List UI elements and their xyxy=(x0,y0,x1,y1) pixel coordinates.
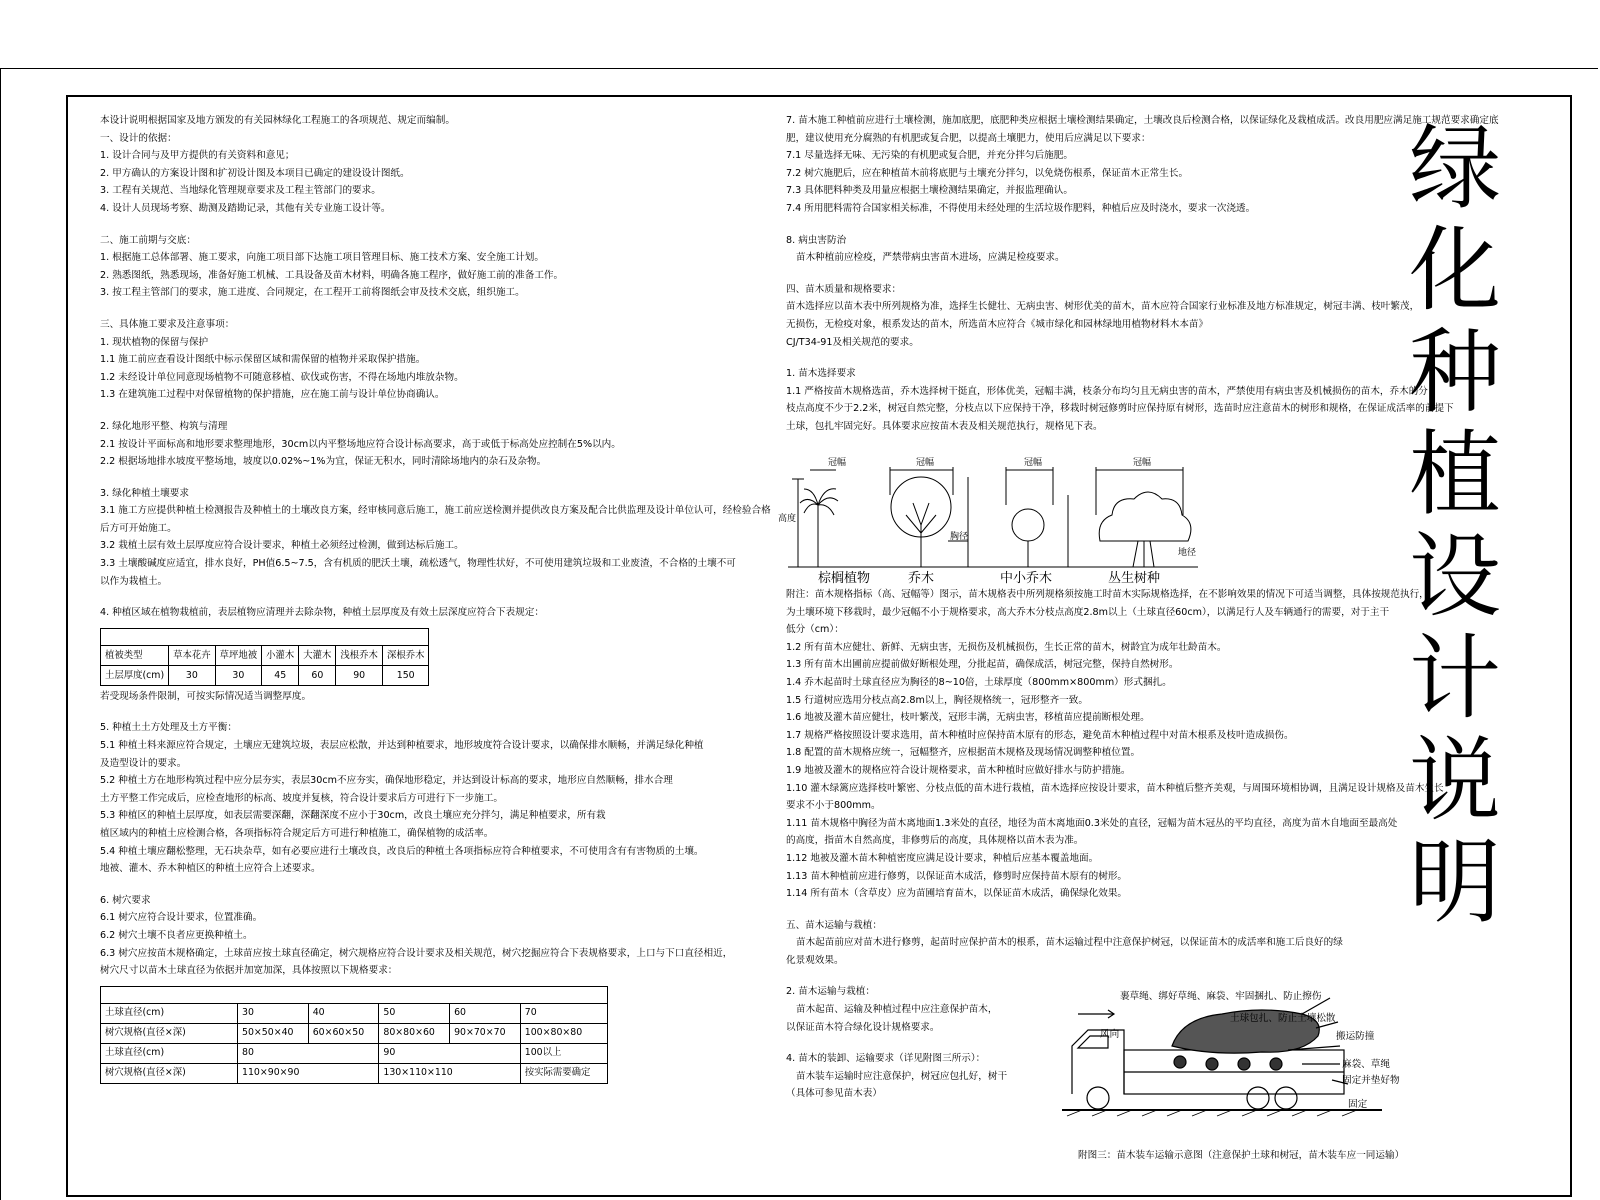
table-cell: 30 xyxy=(215,665,262,685)
list-item: 的高度，指苗木自然高度，非修剪后的高度，具体规格以苗木表为准。 xyxy=(786,835,1084,847)
table-cell: 土球直径(cm) xyxy=(101,1043,238,1063)
list-item: 1.5 行道树应选用分枝点高2.8m以上，胸径规格统一，冠形整齐一致。 xyxy=(786,694,1088,706)
section-title: 四、苗木质量和规格要求： xyxy=(786,283,902,295)
crown-label: 冠幅 xyxy=(1024,458,1043,468)
subsection-title: 8. 病虫害防治 xyxy=(786,234,847,246)
section-title: 三、具体施工要求及注意事项： xyxy=(100,318,235,330)
table-cell: 100以上 xyxy=(520,1043,607,1063)
table-row xyxy=(101,986,608,1003)
palm-tree-icon xyxy=(792,470,838,567)
list-item: 7.3 具体肥料种类及用量应根据土壤检测结果确定，并报监理确认。 xyxy=(786,185,1073,197)
list-item: 为土壤环境下移栽时，最少冠幅不小于规格要求，高大乔木分枝点高度2.8m以上（土球直径60cm），以满足行人及车辆通行的需要，对于主干 xyxy=(786,606,1390,618)
table-row xyxy=(101,645,429,665)
list-item: 7. 苗木施工种植前应进行土壤检测，施加底肥，底肥种类应根据土壤检测结果确定，土壤改良后检测合格，以保证绿化及栽植成活。改良用肥应满足施工规范要求确定底 xyxy=(786,115,1499,126)
subsection-title: 6. 树穴要求 xyxy=(100,894,151,906)
subsection-title: 2. 苗木运输与栽植： xyxy=(786,986,875,998)
list-item: 低分（cm）： xyxy=(786,624,844,636)
list-item: 土方平整工作完成后，应检查地形的标高、坡度并复核，符合设计要求后方可进行下一步施工。 xyxy=(100,792,503,804)
list-item: 苗木起苗前应对苗木进行修剪，起苗时应保护苗木的根系，苗木运输过程中注意保护树冠，以保证苗木的成活率和施工后良好的绿 xyxy=(796,937,1343,949)
section-title: 二、施工前期与交底： xyxy=(100,234,196,246)
tree-label-arbor: 乔木 xyxy=(908,571,935,586)
table-cell: 130×110×110 xyxy=(379,1063,520,1083)
list-item: 2. 熟悉图纸，熟悉现场，准备好施工机械、工具设备及苗木材料，明确各施工程序，做好施工前的准备工作。 xyxy=(100,269,564,281)
table-cell: 40 xyxy=(308,1003,379,1023)
table-cell: 土层厚度(cm) xyxy=(101,665,169,685)
list-item: 7.1 尽量选择无味、无污染的有机肥或复合肥，并充分拌匀后施肥。 xyxy=(786,150,1073,162)
table-header: 大灌木 xyxy=(299,645,336,665)
broadleaf-tree-icon xyxy=(890,467,968,567)
list-item: CJ/T34-91及相关规范的要求。 xyxy=(786,336,919,348)
list-item: 以作为栽植土。 xyxy=(100,575,168,587)
subsection-title: 2. 绿化地形平整、构筑与清理 xyxy=(100,420,228,432)
list-item: 1.6 地被及灌木苗应健壮，枝叶繁茂，冠形丰满，无病虫害，移植苗应提前断根处理。 xyxy=(786,712,1150,724)
list-item: 苗木起苗、运输及种植过程中应注意保护苗木， xyxy=(796,1004,998,1016)
tree-spec-figure xyxy=(778,455,1208,585)
page-title xyxy=(1400,115,1510,936)
list-item: 3.1 施工方应提供种植土检测报告及种植土的土壤改良方案，经审核同意后施工，施工前应送检测并提供改良方案及配合比供监理及设计单位认可，经检验合格 xyxy=(100,505,771,517)
list-item: （具体可参见苗木表） xyxy=(786,1088,882,1100)
tree-label-palm: 棕榈植物 xyxy=(818,571,871,586)
list-item: 化景观效果。 xyxy=(786,954,844,966)
list-item: 附注：苗木规格指标（高、冠幅等）图示，苗木规格表中所列规格须按施工时苗木实际规格选择，在不影响效果的情况下可适当调整，具体按规范执行， xyxy=(786,589,1429,600)
list-item: 地被、灌木、乔木种植区的种植土应符合上述要求。 xyxy=(100,863,321,875)
list-item: 土球，包扎牢固完好。具体要求应按苗木表及相关规范执行，规格见下表。 xyxy=(786,420,1103,432)
table-cell: 110×90×90 xyxy=(238,1063,379,1083)
list-item: 枝点高度不少于2.2米，树冠自然完整，分枝点以下应保持干净，移栽时树冠修剪时应保持原有树形，选苗时应注意苗木的树形和规格，在保证成活率的前提下 xyxy=(786,403,1454,415)
truck-wheel xyxy=(1275,1087,1297,1109)
tree-label-small-arbor: 中小乔木 xyxy=(1000,571,1053,586)
list-item: 1.2 未经设计单位同意现场植物不可随意移植、砍伐或伤害，不得在场地内堆放杂物。 xyxy=(100,371,464,383)
crown-label: 冠幅 xyxy=(1133,458,1152,468)
truck-label: 固定并垫好物 xyxy=(1342,1075,1400,1086)
list-item: 2.1 按设计平面标高和地形要求整理地形，30cm以内平整场地应符合设计标高要求，高于或低于标高处应控制在5%以内。 xyxy=(100,438,621,450)
list-item: 5.3 种植区的种植土层厚度，如表层需要深翻，深翻深度不应小于30cm，改良土壤应充分拌匀，满足种植要求，所有栽 xyxy=(100,810,606,822)
truck-wheel xyxy=(1087,1087,1109,1109)
list-item: 5.4 种植土壤应翻松整理，无石块杂草，如有必要应进行土壤改良，改良后的种植土各项指标应符合种植要求，不可使用含有有害物质的土壤。 xyxy=(100,845,704,857)
list-item: 6.1 树穴应符合设计要求，位置准确。 xyxy=(100,912,263,924)
table-cell: 100×80×80 xyxy=(520,1023,607,1043)
table-cell: 60 xyxy=(450,1003,521,1023)
list-item: 1.9 地被及灌木的规格应符合设计规格要求，苗木种植时应做好排水与防护措施。 xyxy=(786,764,1131,776)
table-cell: 50 xyxy=(379,1003,450,1023)
table-cell: 50×50×40 xyxy=(238,1023,309,1043)
table-note: 若受现场条件限制，可按实际情况适当调整厚度。 xyxy=(100,690,312,702)
list-item: 3.2 栽植土层有效土层厚度应符合设计要求，种植土必须经过检测，做到达标后施工。 xyxy=(100,540,464,552)
subsection-title: 5. 种植土土方处理及土方平衡： xyxy=(100,722,237,734)
list-item: 要求不小于800mm。 xyxy=(786,800,881,812)
list-item: 后方可开始施工。 xyxy=(100,522,177,534)
table-row xyxy=(101,628,429,645)
title-char: 植 xyxy=(1408,421,1501,528)
clustered-tree-icon xyxy=(1096,467,1191,567)
list-item: 1.3 所有苗木出圃前应提前做好断根处理，分批起苗，确保成活，树冠完整，保持自然树形。 xyxy=(786,659,1179,671)
list-item: 苗木装车运输时应注意保护，树冠应包扎好，树干 xyxy=(796,1070,1008,1082)
table-cell: 70 xyxy=(520,1003,607,1023)
height-label: 高度 xyxy=(778,514,797,524)
list-item: 无损伤，无检疫对象，根系发达的苗木，所选苗木应符合《城市绿化和园林绿地用植物材料木本苗》 xyxy=(786,318,1209,330)
truck-label-top: 裹草绳、绑好草绳、麻袋、牢固捆扎、防止擦伤 xyxy=(1120,991,1322,1002)
truck-wheel xyxy=(1247,1087,1269,1109)
table-cell: 树穴规格(直径×深) xyxy=(101,1063,238,1083)
table-cell: 45 xyxy=(262,665,299,685)
table-cell: 按实际需要确定 xyxy=(520,1063,607,1083)
list-item: 2.2 根据场地排水坡度平整场地，坡度以0.02%~1%为宜，保证无积水，同时清除场地内的杂石及杂物。 xyxy=(100,456,547,468)
title-char: 化 xyxy=(1408,217,1501,324)
table-cell: 90×70×70 xyxy=(450,1023,521,1043)
table-header: 浅根乔木 xyxy=(336,645,383,665)
list-item: 1.1 严格按苗木规格选苗，乔木选择树干挺直，形体优美，冠幅丰满，枝条分布均匀且无病虫害的苗木，严禁使用有病虫害及机械损伤的苗木，乔木的分 xyxy=(786,385,1428,397)
crown-label: 冠幅 xyxy=(916,458,935,468)
list-item: 及造型设计的要求。 xyxy=(100,757,187,769)
list-item: 3.3 土壤酸碱度应适宜，排水良好，PH值6.5~7.5，含有机质的肥沃土壤，疏松透气，物理性状好，不可使用建筑垃圾和工业废渣，不合格的土壤不可 xyxy=(100,558,736,570)
table-header: 草本花卉 xyxy=(169,645,216,665)
list-item: 1.4 乔木起苗时土球直径应为胸径的8~10倍，土球厚度（800mm×800mm）形式捆扎。 xyxy=(786,676,1172,688)
table-cell: 树穴规格(直径×深) xyxy=(101,1023,238,1043)
list-item: 3. 工程有关规范、当地绿化管理规章要求及工程主管部门的要求。 xyxy=(100,185,381,197)
list-item: 3. 按工程主管部门的要求，施工进度、合同规定，在工程开工前将图纸会审及技术交底，组织施工。 xyxy=(100,287,525,299)
title-char: 明 xyxy=(1408,829,1501,936)
section-title: 一、设计的依据： xyxy=(100,132,177,144)
list-item: 1.8 配置的苗木规格应统一，冠幅整齐，应根据苗木规格及现场情况调整种植位置。 xyxy=(786,747,1141,759)
table-cell: 90 xyxy=(336,665,383,685)
table-row xyxy=(101,1023,608,1043)
table-header: 植被类型 xyxy=(101,645,169,665)
list-item: 1.11 苗木规格中胸径为苗木离地面1.3米处的直径，地径为苗木离地面0.3米处的直径，冠幅为苗木冠丛的平均直径，高度为苗木自地面至最高处 xyxy=(786,817,1398,829)
tree-pit-table xyxy=(100,986,608,1084)
subsection-title: 1. 苗木选择要求 xyxy=(786,368,856,380)
list-item: 1.12 地被及灌木苗木种植密度应满足设计要求，种植后应基本覆盖地面。 xyxy=(786,852,1099,864)
table-cell: 60×60×50 xyxy=(308,1023,379,1043)
truck-label: 土球包扎、防止土壤松散 xyxy=(1230,1013,1336,1024)
small-tree-icon xyxy=(1006,467,1068,567)
list-item: 1. 根据施工总体部署、施工要求，向施工项目部下达施工项目管理目标、施工技术方案、安全施工计划。 xyxy=(100,252,544,264)
title-char: 种 xyxy=(1408,319,1501,426)
section-title: 五、苗木运输与栽植： xyxy=(786,919,882,931)
list-item: 6.3 树穴应按苗木规格确定，土球苗应按土球直径确定，树穴规格应符合设计要求及相关规范，树穴挖掘应符合下表规格要求，上口与下口直径相近， xyxy=(100,947,733,959)
table-header: 深根乔木 xyxy=(382,645,429,665)
middle-column xyxy=(786,112,1499,436)
subsection-title: 3. 绿化种植土壤要求 xyxy=(100,487,189,499)
table-cell: 土球直径(cm) xyxy=(101,1003,238,1023)
subsection-title: 4. 苗木的装卸、运输要求（详见附图三所示）： xyxy=(786,1053,986,1065)
list-item: 植区域内的种植土应检测合格，各项指标符合规定后方可进行种植施工，确保植物的成活率。 xyxy=(100,828,494,839)
dbh-label: 胸径 xyxy=(950,532,969,542)
list-item: 1.13 苗木种植前应进行修剪，以保证苗木成活，修剪时应保持苗木原有的树形。 xyxy=(786,870,1128,882)
title-char: 计 xyxy=(1408,625,1501,732)
table-cell: 30 xyxy=(169,665,216,685)
list-item: 1.3 在建筑施工过程中对保留植物的保护措施，应在施工前与设计单位协商确认。 xyxy=(100,389,445,401)
table-cell: 150 xyxy=(382,665,429,685)
subsection-title: 4. 种植区域在植物栽植前，表层植物应清理并去除杂物，种植土层厚度及有效土层深度应符合下表规定： xyxy=(100,607,544,619)
table-header: 小灌木 xyxy=(262,645,299,665)
list-item: 6.2 树穴土壤不良者应更换种植土。 xyxy=(100,929,253,941)
table-cell: 30 xyxy=(238,1003,309,1023)
intro-text: 本设计说明根据国家及地方颁发的有关园林绿化工程施工的各项规范、规定而编制。 xyxy=(100,115,455,126)
tree-label-cluster: 丛生树种 xyxy=(1108,571,1161,586)
truck-label: 固定 xyxy=(1348,1099,1368,1110)
title-char: 绿 xyxy=(1408,115,1501,222)
list-item: 7.4 所用肥料需符合国家相关标准，不得使用未经处理的生活垃圾作肥料，种植后应及时浇水，要求一次浇透。 xyxy=(786,202,1256,214)
table-header: 草坪地被 xyxy=(215,645,262,665)
list-item: 以保证苗木符合绿化设计规格要求。 xyxy=(786,1021,940,1033)
wind-label: 风向 xyxy=(1100,1029,1120,1040)
table-row xyxy=(101,1003,608,1023)
title-char: 设 xyxy=(1408,523,1501,630)
list-item: 5.1 种植土料来源应符合规定，土壤应无建筑垃圾，表层应松散，并达到种植要求，地形坡度符合设计要求，以确保排水顺畅，并满足绿化种植 xyxy=(100,740,704,752)
left-column xyxy=(100,112,771,1084)
truck-label: 搬运防撞 xyxy=(1336,1031,1375,1042)
ground-diameter-label: 地径 xyxy=(1178,548,1197,558)
list-item: 1. 设计合同与及甲方提供的有关资料和意见； xyxy=(100,150,295,162)
table-row xyxy=(101,1063,608,1083)
truck-transport-figure xyxy=(1062,984,1392,1124)
table-cell: 80×80×60 xyxy=(379,1023,450,1043)
crown-label: 冠幅 xyxy=(828,458,847,468)
truck-label: 麻袋、草绳 xyxy=(1342,1059,1390,1070)
list-item: 1.14 所有苗木（含草皮）应为苗圃培育苗木，以保证苗木成活，确保绿化效果。 xyxy=(786,888,1128,900)
subsection-title: 1. 现状植物的保留与保护 xyxy=(100,336,209,348)
list-item: 2. 甲方确认的方案设计图和扩初设计图及本项目已确定的建设设计图纸。 xyxy=(100,167,410,179)
list-item: 1.2 所有苗木应健壮、新鲜、无病虫害，无损伤及机械损伤，生长正常的苗木，树龄宜为成年壮龄苗木。 xyxy=(786,641,1227,653)
table-cell: 60 xyxy=(299,665,336,685)
list-item: 肥，建议使用充分腐熟的有机肥或复合肥，以提高土壤肥力，使用后应满足以下要求： xyxy=(786,132,1151,144)
table-cell: 80 xyxy=(238,1043,379,1063)
list-item: 1.10 灌木绿篱应选择枝叶繁密、分枝点低的苗木进行栽植，苗木选择应按设计要求，苗木种植后整齐美观，与周围环境相协调，且满足设计规格及苗木生长 xyxy=(786,782,1444,794)
list-item: 苗木选择应以苗木表中所列规格为准，选择生长健壮、无病虫害、树形优美的苗木，苗木应符合国家行业标准及地方标准规定，树冠丰满、枝叶繁茂， xyxy=(786,301,1420,313)
list-item: 4. 设计人员现场考察、勘测及踏勘记录，其他有关专业施工设计等。 xyxy=(100,202,391,214)
title-char: 说 xyxy=(1408,727,1501,834)
soil-depth-table xyxy=(100,628,429,686)
list-item: 苗木种植前应检疫，严禁带病虫害苗木进场，应满足检疫要求。 xyxy=(796,252,1065,264)
table-cell: 90 xyxy=(379,1043,520,1063)
list-item: 7.2 树穴施肥后，应在种植苗木前将底肥与土壤充分拌匀，以免烧伤根系，保证苗木正常生长。 xyxy=(786,167,1189,179)
figure-caption: 附图三：苗木装车运输示意图（注意保护土球和树冠，苗木装车应一同运输） xyxy=(1078,1150,1405,1161)
list-item: 1.7 规格严格按照设计要求选用，苗木种植时应保持苗木原有的形态，避免苗木种植过程中对苗木根系及枝叶造成损伤。 xyxy=(786,729,1294,741)
table-row xyxy=(101,1043,608,1063)
table-row xyxy=(101,665,429,685)
list-item: 1.1 施工前应查看设计图纸中标示保留区域和需保留的植物并采取保护措施。 xyxy=(100,354,426,366)
list-item: 树穴尺寸以苗木土球直径为依据并加宽加深，具体按照以下规格要求： xyxy=(100,965,398,977)
list-item: 5.2 种植土方在地形构筑过程中应分层夯实，表层30cm不应夯实，确保地形稳定，并达到设计标高的要求，地形应自然顺畅，排水合理 xyxy=(100,775,673,787)
